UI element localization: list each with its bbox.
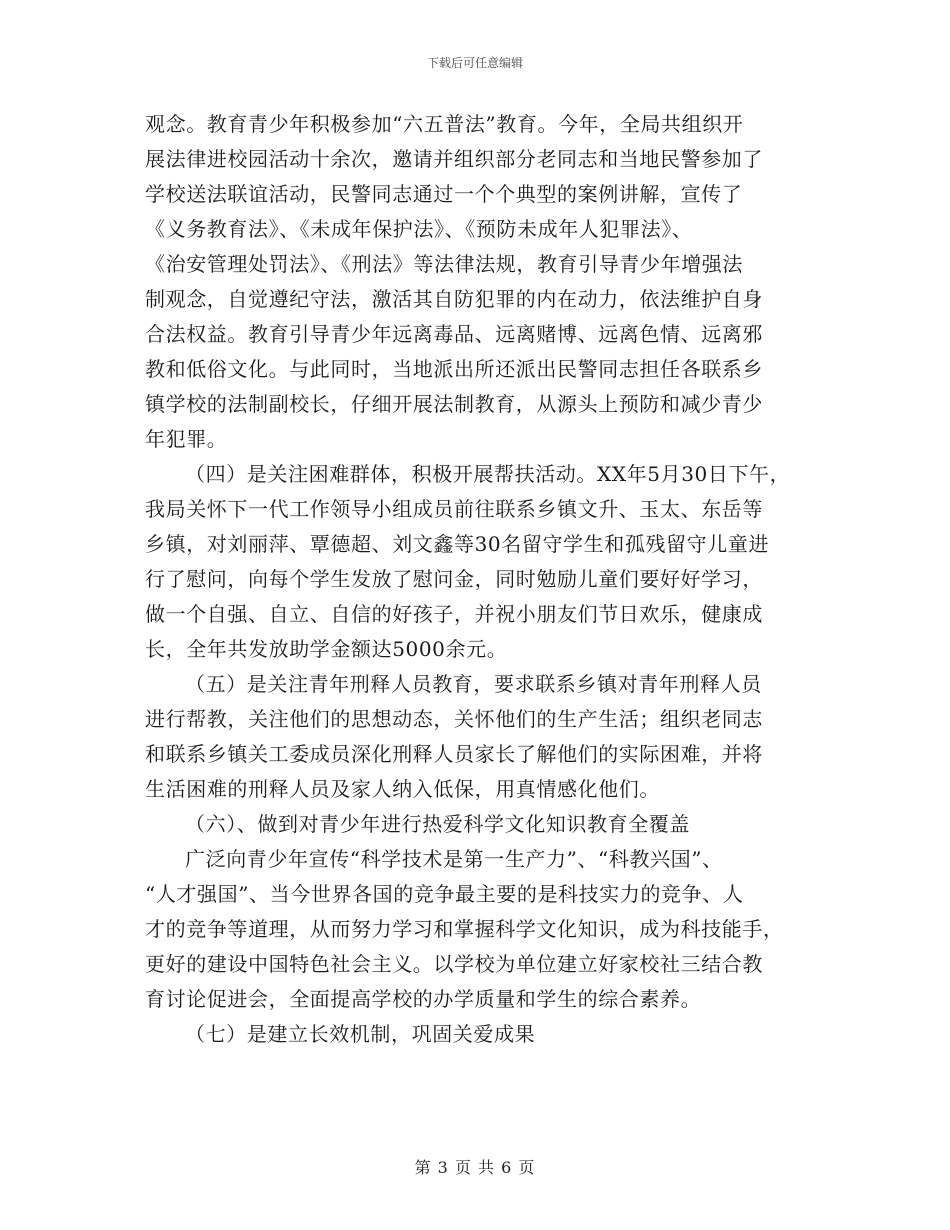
text-line: “人才强国”、当今世界各国的竞争最主要的是科技实力的竞争、人 [145, 882, 744, 906]
paragraph-heading-5: （五）是关注青年刑释人员教育，要求联系乡镇对青年刑释人员 [185, 672, 762, 696]
text-line: 做一个自强、自立、自信的好孩子，并祝小朋友们节日欢乐，健康成 [145, 602, 763, 626]
paragraph-heading-6: （六）、做到对青少年进行热爱科学文化知识教育全覆盖 [185, 812, 690, 836]
text-line: 育讨论促进会，全面提高学校的办学质量和学生的综合素养。 [145, 987, 702, 1011]
text-line: 才的竞争等道理，从而努力学习和掌握科学文化知识，成为科技能手， [145, 917, 784, 941]
text-line: 制观念，自觉遵纪守法，激活其自防犯罪的内在动力，依法维护自身 [145, 287, 763, 311]
text-line: 我局关怀下一代工作领导小组成员前往联系乡镇文升、玉太、东岳等 [145, 497, 763, 521]
text-line: 进行帮教，关注他们的思想动态，关怀他们的生产生活；组织老同志 [145, 707, 763, 731]
text-line: 年犯罪。 [145, 427, 228, 451]
text-line: 镇学校的法制副校长，仔细开展法制教育，从源头上预防和减少青少 [145, 392, 763, 416]
text-line: 展法律进校园活动十余次，邀请并组织部分老同志和当地民警参加了 [145, 147, 763, 171]
paragraph-heading-4: （四）是关注困难群体，积极开展帮扶活动。XX年5月30日下午， [185, 462, 791, 486]
page-number: 第 3 页 共 6 页 [414, 1158, 536, 1177]
text-line: 长，全年共发放助学金额达5000余元。 [145, 637, 508, 661]
text-line: 教和低俗文化。与此同时，当地派出所还派出民警同志担任各联系乡 [145, 357, 763, 381]
text-line: 观念。教育青少年积极参加“六五普法”教育。今年，全局共组织开 [145, 112, 744, 136]
text-line: 生活困难的刑释人员及家人纳入低保，用真情感化他们。 [145, 777, 660, 801]
document-body [145, 107, 835, 1052]
header-note: 下载后可任意编辑 [426, 56, 523, 70]
text-line: 乡镇，对刘丽萍、覃德超、刘文鑫等30名留守学生和孤残留守儿童进 [145, 532, 770, 556]
text-line: 《义务教育法》、《未成年保护法》、《预防未成年人犯罪法》、 [145, 217, 693, 241]
text-line: 广泛向青少年宣传“科学技术是第一生产力”、“科教兴国”、 [185, 847, 723, 871]
text-line: 和联系乡镇关工委成员深化刑释人员家长了解他们的实际困难，并将 [145, 742, 763, 766]
text-line: 行了慰问，向每个学生发放了慰问金，同时勉励儿童们要好好学习， [145, 567, 763, 591]
text-line: 学校送法联谊活动，民警同志通过一个个典型的案例讲解，宣传了 [145, 182, 743, 206]
text-line: 《治安管理处罚法》、《刑法》等法律法规，教育引导青少年增强法 [145, 252, 743, 276]
paragraph-heading-7: （七）是建立长效机制，巩固关爱成果 [185, 1022, 536, 1046]
text-line: 更好的建设中国特色社会主义。以学校为单位建立好家校社三结合教 [145, 952, 763, 976]
text-line: 合法权益。教育引导青少年远离毒品、远离赌博、远离色情、远离邪 [145, 322, 763, 346]
